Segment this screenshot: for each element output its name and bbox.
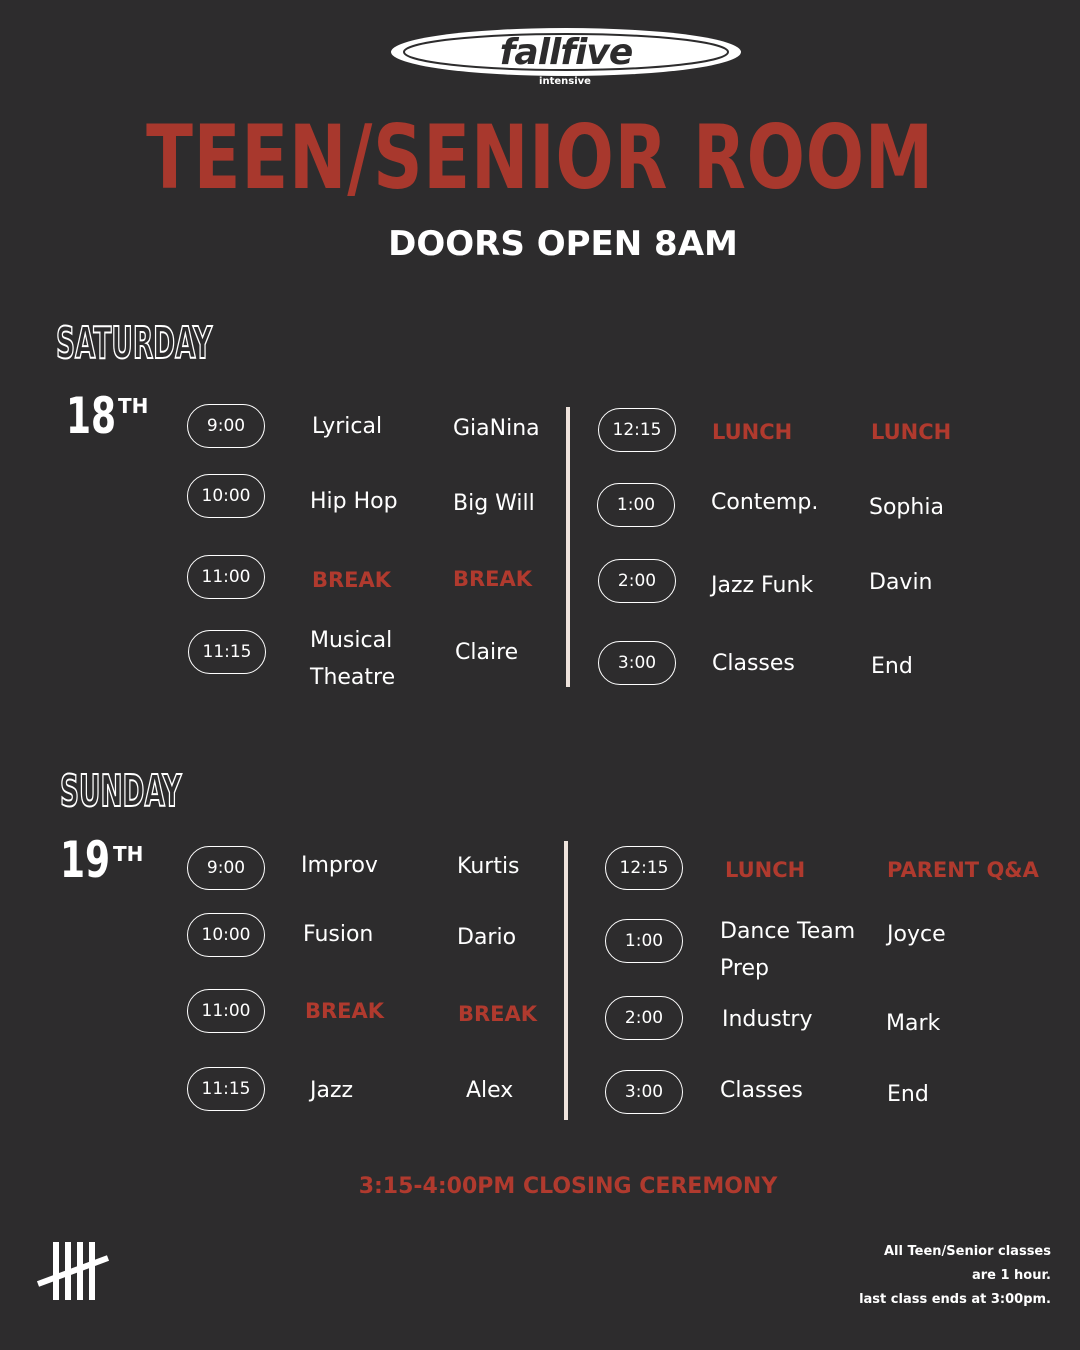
class-name: Jazz Funk xyxy=(711,573,814,598)
note-line: are 1 hour. xyxy=(971,1268,1051,1283)
instructor-name: Mark xyxy=(886,1011,941,1036)
instructor-name: Big Will xyxy=(453,491,535,516)
time-pill: 10:00 xyxy=(187,474,265,518)
class-name: Contemp. xyxy=(711,490,819,515)
class-name: Musical Theatre xyxy=(310,628,396,690)
instructor-name: GiaNina xyxy=(453,416,540,441)
time-pill: 11:00 xyxy=(187,989,265,1033)
saturday-date-number: 18 xyxy=(66,387,117,445)
saturday-date-suffix: TH xyxy=(118,394,149,418)
time-pill: 1:00 xyxy=(605,919,683,963)
class-name: Fusion xyxy=(303,922,374,947)
time-pill: 12:15 xyxy=(605,846,683,890)
instructor-name: Claire xyxy=(455,640,519,665)
instructor-name: End xyxy=(871,654,913,679)
time-pill: 11:15 xyxy=(188,630,266,674)
column-divider xyxy=(566,407,570,687)
time-pill: 3:00 xyxy=(598,641,676,685)
time-pill: 3:00 xyxy=(605,1070,683,1114)
page-title: TEEN/SENIOR ROOM xyxy=(146,106,934,209)
time-pill: 2:00 xyxy=(598,559,676,603)
sunday-date-suffix: TH xyxy=(113,842,144,866)
time-pill: 9:00 xyxy=(187,846,265,890)
class-name: Improv xyxy=(301,853,378,878)
lunch-label: LUNCH xyxy=(712,420,793,444)
break-label: BREAK xyxy=(453,567,533,591)
instructor-name: Davin xyxy=(869,570,933,595)
instructor-name: Joyce xyxy=(887,922,946,947)
instructor-name: Alex xyxy=(466,1078,514,1103)
lunch-label: LUNCH xyxy=(871,420,952,444)
sunday-date-number: 19 xyxy=(60,831,111,889)
saturday-heading: SATURDAY xyxy=(56,318,213,369)
parent-qa-label: PARENT Q&A xyxy=(887,858,1039,882)
class-name: Classes xyxy=(712,651,795,676)
break-label: BREAK xyxy=(312,568,392,592)
column-divider xyxy=(564,841,568,1120)
class-name: Industry xyxy=(722,1007,813,1032)
class-duration-note xyxy=(859,1240,1051,1312)
instructor-name: End xyxy=(887,1082,929,1107)
time-pill: 1:00 xyxy=(597,483,675,527)
doors-open-subtitle: DOORS OPEN 8AM xyxy=(388,224,738,264)
note-line: All Teen/Senior classes xyxy=(883,1244,1051,1259)
instructor-name: Dario xyxy=(457,925,517,950)
sunday-heading: SUNDAY xyxy=(60,766,182,817)
lunch-label: LUNCH xyxy=(725,858,806,882)
class-name: Classes xyxy=(720,1078,803,1103)
time-pill: 11:00 xyxy=(187,555,265,599)
class-name: Dance Team Prep xyxy=(720,919,856,981)
class-name: Hip Hop xyxy=(310,489,398,514)
tally-marks-icon xyxy=(36,1238,110,1304)
time-pill: 2:00 xyxy=(605,996,683,1040)
instructor-name: Sophia xyxy=(869,495,944,520)
logo-wordmark: fallfive xyxy=(499,32,633,73)
time-pill: 10:00 xyxy=(187,913,265,957)
time-pill: 12:15 xyxy=(598,408,676,452)
break-label: BREAK xyxy=(305,999,385,1023)
time-pill: 11:15 xyxy=(187,1067,265,1111)
closing-ceremony-banner: 3:15-4:00PM CLOSING CEREMONY xyxy=(358,1174,778,1199)
class-name: Jazz xyxy=(310,1078,354,1103)
time-pill: 9:00 xyxy=(187,404,265,448)
note-line: last class ends at 3:00pm. xyxy=(859,1292,1051,1307)
instructor-name: Kurtis xyxy=(457,854,520,879)
logo-subtitle: intensive xyxy=(539,76,591,87)
break-label: BREAK xyxy=(458,1002,538,1026)
class-name: Lyrical xyxy=(312,414,383,439)
